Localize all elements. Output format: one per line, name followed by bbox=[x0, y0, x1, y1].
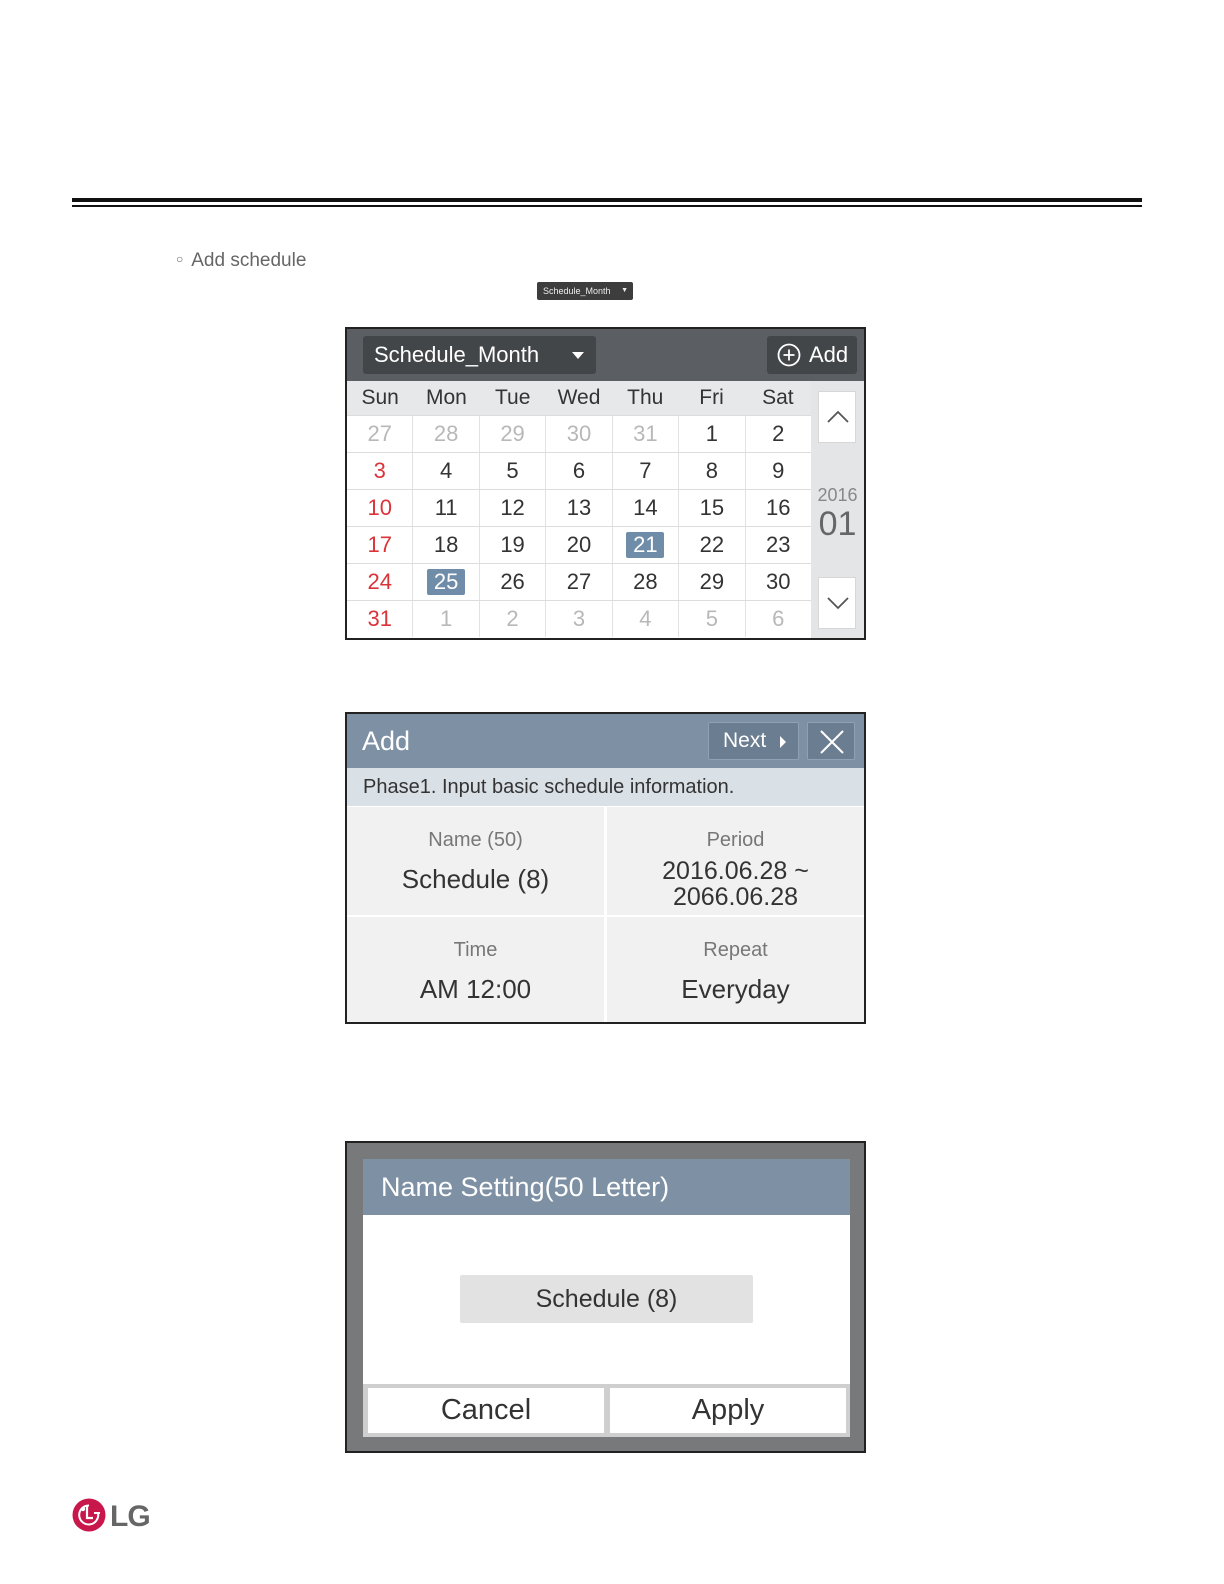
calendar-day-cell[interactable] bbox=[479, 564, 545, 600]
chevron-up-icon bbox=[826, 407, 850, 427]
day-number: 3 bbox=[572, 606, 586, 631]
day-number: 2 bbox=[772, 421, 785, 446]
calendar-day-cell[interactable] bbox=[479, 453, 545, 489]
name-setting-panel bbox=[345, 1141, 866, 1453]
view-mode-dropdown[interactable] bbox=[363, 336, 596, 374]
weekday-sat: Sat bbox=[762, 386, 794, 409]
day-number: 2 bbox=[506, 606, 519, 631]
calendar-day-cell[interactable] bbox=[612, 527, 678, 563]
day-number: 27 bbox=[367, 421, 392, 446]
name-input[interactable]: Schedule (8) bbox=[460, 1275, 753, 1323]
bullet-text: Add schedule bbox=[191, 250, 307, 271]
calendar-day-cell[interactable] bbox=[412, 453, 478, 489]
schedule-month-chip bbox=[537, 282, 633, 300]
day-number: 6 bbox=[572, 458, 586, 483]
day-number: 8 bbox=[705, 458, 718, 483]
period-label: Period bbox=[706, 829, 765, 851]
repeat-value: Everyday bbox=[681, 974, 790, 1004]
caret-down-icon bbox=[572, 352, 584, 359]
period-end: 2066.06.28 bbox=[672, 883, 799, 911]
day-number: 22 bbox=[699, 532, 725, 557]
prev-month-button[interactable] bbox=[818, 391, 856, 443]
calendar-day-cell[interactable] bbox=[612, 416, 678, 452]
day-number: 5 bbox=[506, 458, 519, 483]
calendar-day-cell[interactable] bbox=[745, 416, 811, 452]
day-number: 11 bbox=[434, 495, 458, 520]
caret-right-icon bbox=[780, 736, 786, 748]
weekday-fri: Fri bbox=[699, 386, 724, 409]
month-calendar-panel bbox=[345, 327, 866, 640]
calendar-week-row bbox=[347, 600, 811, 637]
calendar-week-row bbox=[347, 526, 811, 563]
calendar-day-cell[interactable] bbox=[347, 564, 412, 600]
day-number: 28 bbox=[433, 421, 459, 446]
day-number: 27 bbox=[566, 569, 592, 594]
day-number: 5 bbox=[705, 606, 718, 631]
time-label: Time bbox=[453, 939, 498, 961]
calendar-day-cell[interactable] bbox=[347, 527, 412, 563]
calendar-day-cell[interactable] bbox=[347, 453, 412, 489]
name-value: Schedule (8) bbox=[401, 864, 550, 894]
day-number: 15 bbox=[699, 495, 725, 520]
day-number: 23 bbox=[766, 532, 791, 557]
day-number: 1 bbox=[705, 421, 718, 446]
calendar-day-cell[interactable] bbox=[347, 416, 412, 452]
day-number: 20 bbox=[566, 532, 592, 557]
day-number: 13 bbox=[566, 495, 592, 520]
calendar-day-cell[interactable] bbox=[412, 564, 478, 600]
calendar-day-cell[interactable] bbox=[745, 453, 811, 489]
calendar-day-cell[interactable] bbox=[545, 453, 611, 489]
chip-label: Schedule_Month bbox=[543, 286, 611, 296]
calendar-day-cell[interactable] bbox=[347, 490, 412, 526]
day-number: 16 bbox=[766, 495, 791, 520]
calendar-day-cell[interactable] bbox=[745, 527, 811, 563]
add-schedule-dialog bbox=[345, 712, 866, 1024]
name-setting-title: Name Setting(50 Letter) bbox=[363, 1159, 850, 1215]
bullet-icon: ○ bbox=[176, 252, 184, 266]
calendar-day-cell[interactable] bbox=[612, 490, 678, 526]
calendar-day-cell[interactable] bbox=[545, 601, 611, 637]
day-number: 4 bbox=[440, 458, 453, 483]
calendar-day-cell[interactable] bbox=[479, 490, 545, 526]
calendar-day-cell[interactable] bbox=[678, 601, 744, 637]
day-number: 30 bbox=[566, 421, 592, 446]
calendar-day-cell[interactable] bbox=[545, 416, 611, 452]
day-number: 1 bbox=[440, 606, 453, 631]
view-mode-label: Schedule_Month bbox=[374, 342, 540, 367]
weekday-sun: Sun bbox=[361, 386, 399, 409]
day-number: 28 bbox=[633, 569, 658, 594]
day-number: 4 bbox=[639, 606, 652, 631]
day-number: 30 bbox=[766, 569, 791, 594]
calendar-day-cell[interactable] bbox=[479, 527, 545, 563]
lg-logo bbox=[72, 1498, 162, 1536]
calendar-day-cell[interactable] bbox=[479, 601, 545, 637]
weekday-header bbox=[347, 381, 811, 415]
calendar-day-cell[interactable] bbox=[545, 490, 611, 526]
next-month-button[interactable] bbox=[818, 577, 856, 629]
calendar-day-cell[interactable] bbox=[545, 564, 611, 600]
next-button[interactable] bbox=[708, 722, 799, 760]
calendar-day-cell[interactable] bbox=[347, 601, 412, 637]
calendar-day-cell[interactable] bbox=[678, 527, 744, 563]
calendar-day-cell[interactable] bbox=[745, 564, 811, 600]
calendar-week-row bbox=[347, 415, 811, 452]
header-rule bbox=[72, 198, 1142, 202]
name-field[interactable] bbox=[347, 807, 604, 915]
calendar-toolbar bbox=[347, 329, 864, 381]
calendar-day-cell[interactable] bbox=[412, 490, 478, 526]
repeat-field[interactable] bbox=[607, 917, 864, 1024]
calendar-day-cell[interactable] bbox=[412, 527, 478, 563]
phase-instruction: Phase1. Input basic schedule information. bbox=[347, 768, 864, 806]
month-display: 01 bbox=[818, 505, 857, 543]
calendar-day-cell[interactable] bbox=[612, 453, 678, 489]
calendar-day-cell[interactable] bbox=[545, 527, 611, 563]
calendar-week-row bbox=[347, 563, 811, 600]
day-number: 31 bbox=[633, 421, 658, 446]
weekday-thu: Thu bbox=[627, 386, 664, 409]
plus-circle-icon bbox=[777, 343, 801, 367]
caret-down-icon: ▼ bbox=[621, 287, 628, 294]
day-number: 3 bbox=[373, 458, 386, 483]
day-number: 19 bbox=[500, 532, 525, 557]
calendar-day-cell[interactable] bbox=[678, 416, 744, 452]
calendar-day-cell[interactable] bbox=[678, 564, 744, 600]
dialog-footer bbox=[363, 1384, 850, 1437]
calendar-grid bbox=[347, 381, 811, 640]
name-setting-dialog bbox=[363, 1159, 850, 1437]
calendar-day-cell[interactable] bbox=[612, 601, 678, 637]
day-number: 10 bbox=[367, 495, 392, 520]
calendar-day-cell[interactable] bbox=[479, 416, 545, 452]
calendar-week-row bbox=[347, 489, 811, 526]
year-display: 2016 bbox=[817, 485, 858, 505]
calendar-day-cell[interactable] bbox=[678, 490, 744, 526]
day-number: 12 bbox=[500, 495, 525, 520]
add-schedule-button[interactable] bbox=[767, 336, 857, 374]
calendar-week-row bbox=[347, 452, 811, 489]
weekday-tue: Tue bbox=[494, 386, 531, 409]
day-number: 31 bbox=[367, 606, 392, 631]
close-icon bbox=[819, 729, 845, 755]
lg-logo-mark bbox=[72, 1498, 106, 1532]
day-number: 17 bbox=[367, 532, 392, 557]
add-label: Add bbox=[809, 342, 849, 367]
period-start: 2016.06.28 ~ bbox=[662, 857, 809, 885]
day-number: 29 bbox=[500, 421, 525, 446]
section-bullet bbox=[176, 250, 306, 272]
name-label: Name (50) bbox=[428, 829, 523, 851]
header-rule-thin bbox=[72, 205, 1142, 207]
day-number: 7 bbox=[639, 458, 652, 483]
time-field[interactable] bbox=[347, 917, 604, 1024]
cancel-button[interactable]: Cancel bbox=[368, 1388, 604, 1433]
dialog-header bbox=[347, 714, 864, 768]
calendar-day-cell[interactable] bbox=[745, 490, 811, 526]
weekday-wed: Wed bbox=[557, 386, 601, 409]
month-navigator bbox=[811, 381, 864, 640]
close-button[interactable] bbox=[807, 722, 855, 760]
day-number: 18 bbox=[433, 532, 459, 557]
chevron-down-icon bbox=[826, 593, 850, 613]
calendar-day-cell[interactable] bbox=[678, 453, 744, 489]
calendar-day-cell[interactable] bbox=[745, 601, 811, 637]
day-number: 6 bbox=[772, 606, 785, 631]
day-number: 14 bbox=[633, 495, 658, 520]
dialog-title: Add bbox=[362, 726, 411, 756]
day-number: 9 bbox=[772, 458, 785, 483]
time-value: AM 12:00 bbox=[419, 974, 532, 1004]
repeat-label: Repeat bbox=[703, 939, 768, 961]
calendar-day-cell[interactable] bbox=[612, 564, 678, 600]
day-number: 29 bbox=[699, 569, 725, 594]
calendar-body bbox=[347, 415, 811, 637]
period-field[interactable] bbox=[607, 807, 864, 915]
weekday-mon: Mon bbox=[425, 386, 467, 409]
day-number: 25 bbox=[427, 569, 465, 595]
next-label: Next bbox=[723, 729, 767, 752]
day-number: 24 bbox=[367, 569, 392, 594]
day-number: 26 bbox=[500, 569, 525, 594]
apply-button[interactable]: Apply bbox=[610, 1388, 846, 1433]
calendar-day-cell[interactable] bbox=[412, 416, 478, 452]
calendar-day-cell[interactable] bbox=[412, 601, 478, 637]
logo-text: LG bbox=[110, 1500, 150, 1533]
day-number: 21 bbox=[626, 532, 664, 558]
